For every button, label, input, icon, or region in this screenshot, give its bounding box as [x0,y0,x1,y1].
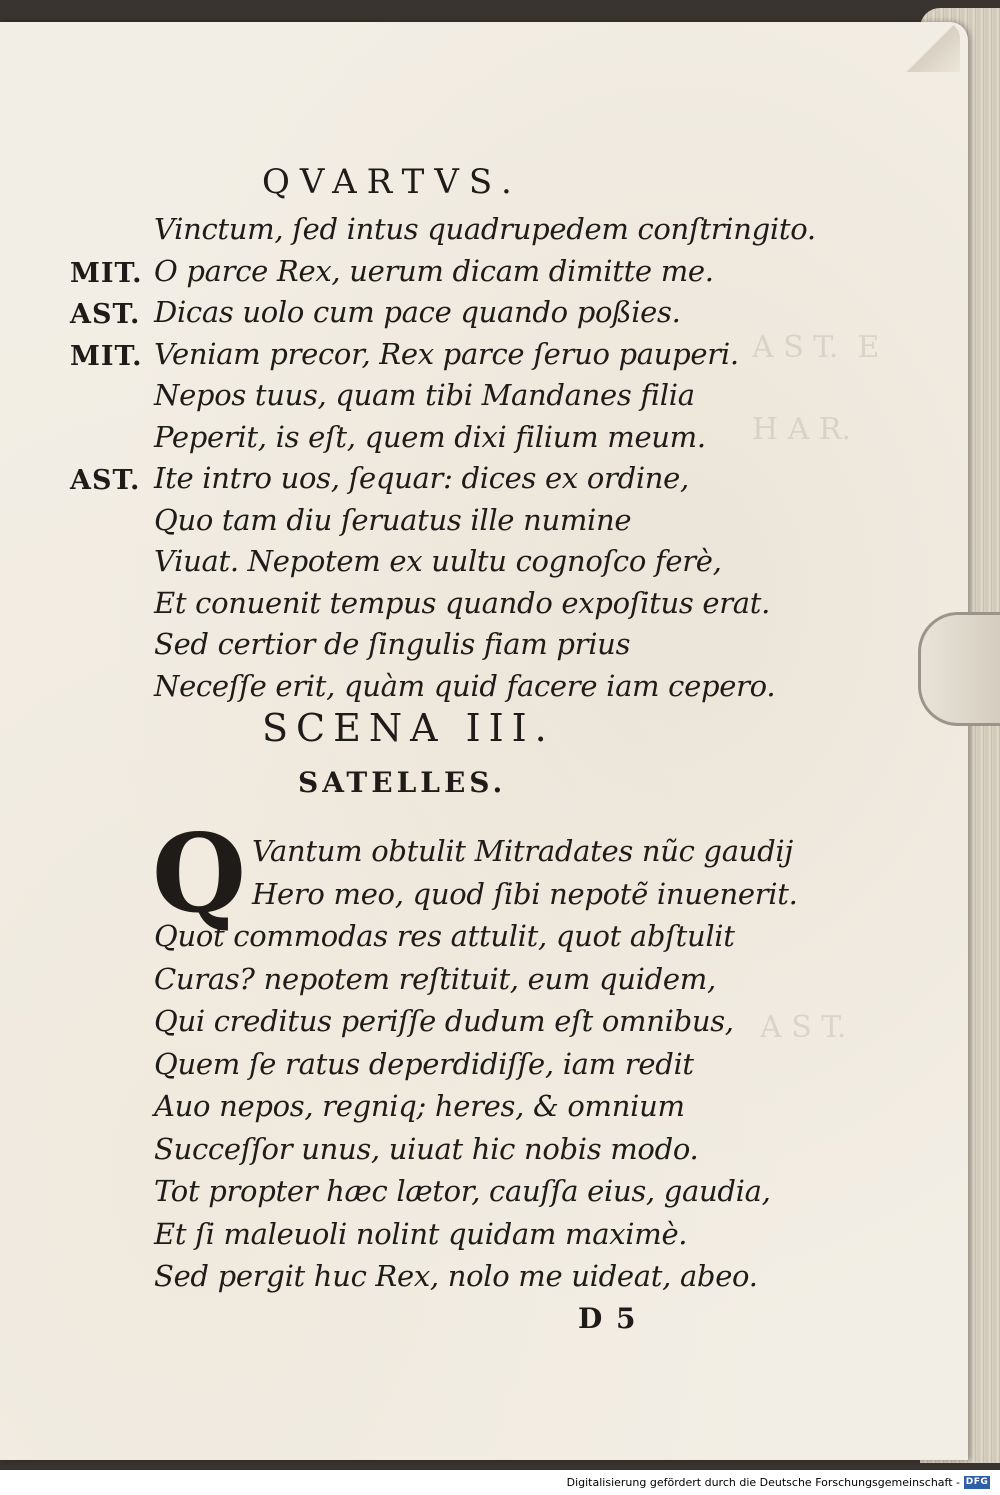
verse-line: Quot commodas res attulit, quot abſtulit [154,919,735,953]
verse-line: Veniam precor, Rex parce ſeruo pauperi. [154,336,739,371]
bleed-through: H A R. [752,412,852,447]
verse-line: Tot propter hæc lætor, cauſſa eius, gaudia, [154,1174,771,1208]
verse-line: Ite intro uos, ſequar: dices ex ordine, [154,461,689,495]
verse-line: O parce Rex, uerum dicam dimitte me. [154,253,714,288]
verse-line: Quem ſe ratus deperdidiſſe, iam redit [154,1046,694,1081]
page-clip [918,612,1000,726]
verse-line: Succeſſor unus, uiuat hic nobis modo. [154,1131,699,1166]
verse-line: Peperit, is eſt, quem dixi filium meum. [154,419,706,454]
speaker-label: MIT. [70,257,143,289]
speaker-label: AST. [70,299,141,330]
speaker-label: AST. [70,465,141,496]
dfg-logo-icon: DFG [965,1477,989,1487]
verse-line: Et conuenit tempus quando expoſitus erat. [154,585,771,620]
scene-heading: SCENA III. [262,706,555,750]
verse-line: Auo nepos, regniq; heres, & omnium [154,1089,685,1123]
verse-line: Et ſi maleuoli nolint quidam maximè. [154,1216,688,1251]
bleed-through: A S T. [760,1010,847,1045]
verse-line: Sed pergit huc Rex, nolo me uideat, abeo. [154,1259,758,1293]
bleed-through: A S T. E [752,330,880,365]
footer-credit: Digitalisierung gefördert durch die Deutsche Forschungsgemeinschaft - [566,1476,960,1489]
verse-line: Vinctum, ſed intus quadrupedem conſtringito. [154,212,816,246]
speaker-label: MIT. [70,340,143,372]
verse-line: Hero meo, quod ſibi nepotẽ inuenerit. [252,876,798,911]
drop-cap: Q [152,811,247,937]
verse-line: Dicas uolo cum pace quando poßies. [154,295,681,329]
verse-line: Vantum obtulit Mitradates nũc gaudij [252,834,793,868]
verse-line: Curas? nepotem reſtituit, eum quidem, [154,961,716,996]
verse-line: Neceſſe erit, quàm quid facere iam cepero. [154,668,776,703]
verse-line: Qui creditus periſſe dudum eſt omnibus, [154,1004,734,1038]
page-corner-fold [905,22,960,72]
verse-line: Viuat. Nepotem ex uultu cognoſco ferè, [154,544,722,578]
verse-line: Sed certior de ſingulis fiam prius [154,627,631,661]
signature-mark: D 5 [578,1302,638,1335]
scene-character: SATELLES. [298,766,507,799]
verse-line: Nepos tuus, quam tibi Mandanes filia [154,378,695,412]
verse-line: Quo tam diu ſeruatus ille numine [154,502,632,537]
running-head: QVARTVS. [262,162,522,202]
